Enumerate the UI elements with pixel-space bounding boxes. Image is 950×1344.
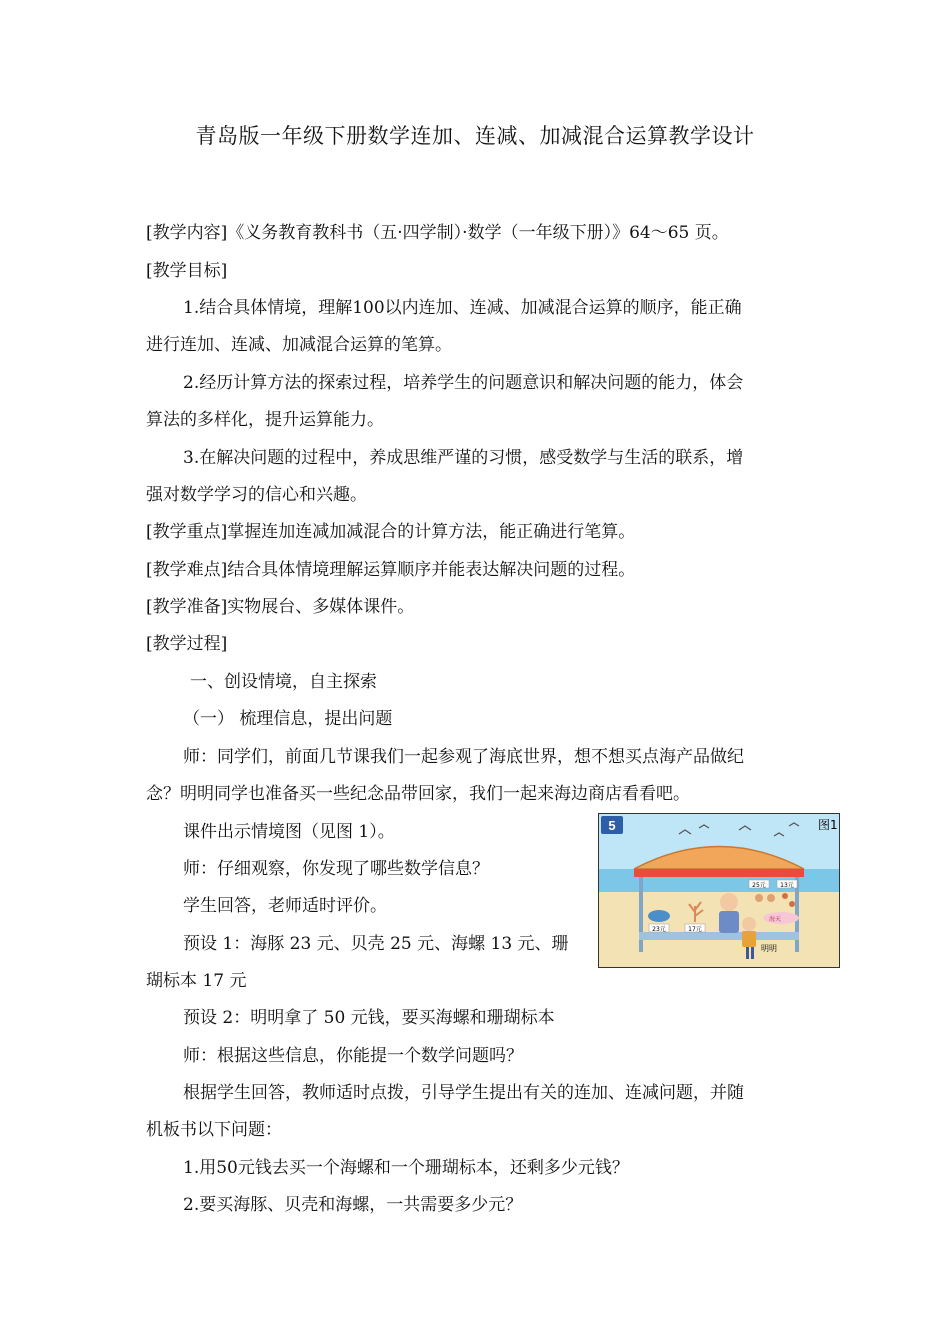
figure-caption: 图1 [818,818,838,832]
teaching-preparation: [教学准备]实物展台、多媒体课件。 [146,597,415,617]
dolphin-icon [648,910,670,922]
teacher-question-observe: 师：仔细观察，你发现了哪些数学信息？ [183,859,489,879]
preset-2: 预设 2：明明拿了 50 元钱，要买海螺和珊瑚标本 [183,1008,555,1028]
teaching-process-heading: [教学过程] [146,634,228,654]
problem-1: 1.用50元钱去买一个海螺和一个珊瑚标本，还剩多少元钱？ [183,1158,629,1178]
figure-number: 5 [608,818,616,833]
teacher-intro-line-2: 念？明明同学也准备买一些纪念品带回家，我们一起来海边商店看看吧。 [146,784,690,804]
goal-3-line-2: 强对数学学习的信心和兴趣。 [146,485,367,505]
shopkeeper [719,911,739,933]
price-label-dolphin: 23元 [652,926,666,933]
shell-icon [755,894,763,902]
preset-1-line-2: 瑚标本 17 元 [146,971,247,991]
show-figure-text: 课件出示情境图（见图 1）。 [183,822,395,842]
student-answer-text: 学生回答，老师适时评价。 [183,896,387,916]
price-label-shell: 25元 [752,882,766,889]
situation-figure [598,813,840,968]
shop-sign-text: 海天 [768,916,782,923]
guidance-line-2: 机板书以下问题： [146,1120,282,1140]
goal-2-line-1: 2.经历计算方法的探索过程，培养学生的问题意识和解决问题的能力，体会 [183,373,744,393]
seaside-shop-illustration [599,814,839,967]
goal-1-line-2: 进行连加、连减、加减混合运算的笔算。 [146,335,452,355]
guidance-line-1: 根据学生回答，教师适时点拨，引导学生提出有关的连加、连减问题，并随 [183,1083,744,1103]
goal-3-line-1: 3.在解决问题的过程中，养成思维严谨的习惯，感受数学与生活的联系，增 [183,448,744,468]
preset-1-line-1: 预设 1：海豚 23 元、贝壳 25 元、海螺 13 元、珊 [183,934,569,954]
mingming [742,931,756,947]
subsection-1-heading: （一） 梳理信息，提出问题 [183,709,393,729]
teacher-intro-line-1: 师：同学们，前面几节课我们一起参观了海底世界，想不想买点海产品做纪 [183,747,744,767]
teaching-content: [教学内容]《义务教育教科书（五·四学制）·数学（一年级下册）》64～65 页。 [146,223,729,243]
teaching-difficulty: [教学难点]结合具体情境理解运算顺序并能表达解决问题的过程。 [146,560,636,580]
shopkeeper-head [720,893,738,911]
teacher-question-problem: 师：根据这些信息，你能提一个数学问题吗？ [183,1046,523,1066]
goal-2-line-2: 算法的多样化，提升运算能力。 [146,410,384,430]
section-1-heading: 一、创设情境，自主探索 [190,672,377,692]
price-label-coral: 17元 [688,926,702,933]
mingming-head [742,917,756,931]
person-label: 明明 [761,944,777,953]
teaching-goals-heading: [教学目标] [146,261,228,281]
conch-icon [782,893,788,899]
goal-1-line-1: 1.结合具体情境，理解100以内连加、连减、加减混合运算的顺序，能正确 [183,298,742,318]
price-label-conch: 13元 [780,882,794,889]
document-title: 青岛版一年级下册数学连加、连减、加减混合运算教学设计 [195,124,755,148]
teaching-key-point: [教学重点]掌握连加连减加减混合的计算方法，能正确进行笔算。 [146,522,636,542]
problem-2: 2.要买海豚、贝壳和海螺，一共需要多少元？ [183,1195,523,1215]
